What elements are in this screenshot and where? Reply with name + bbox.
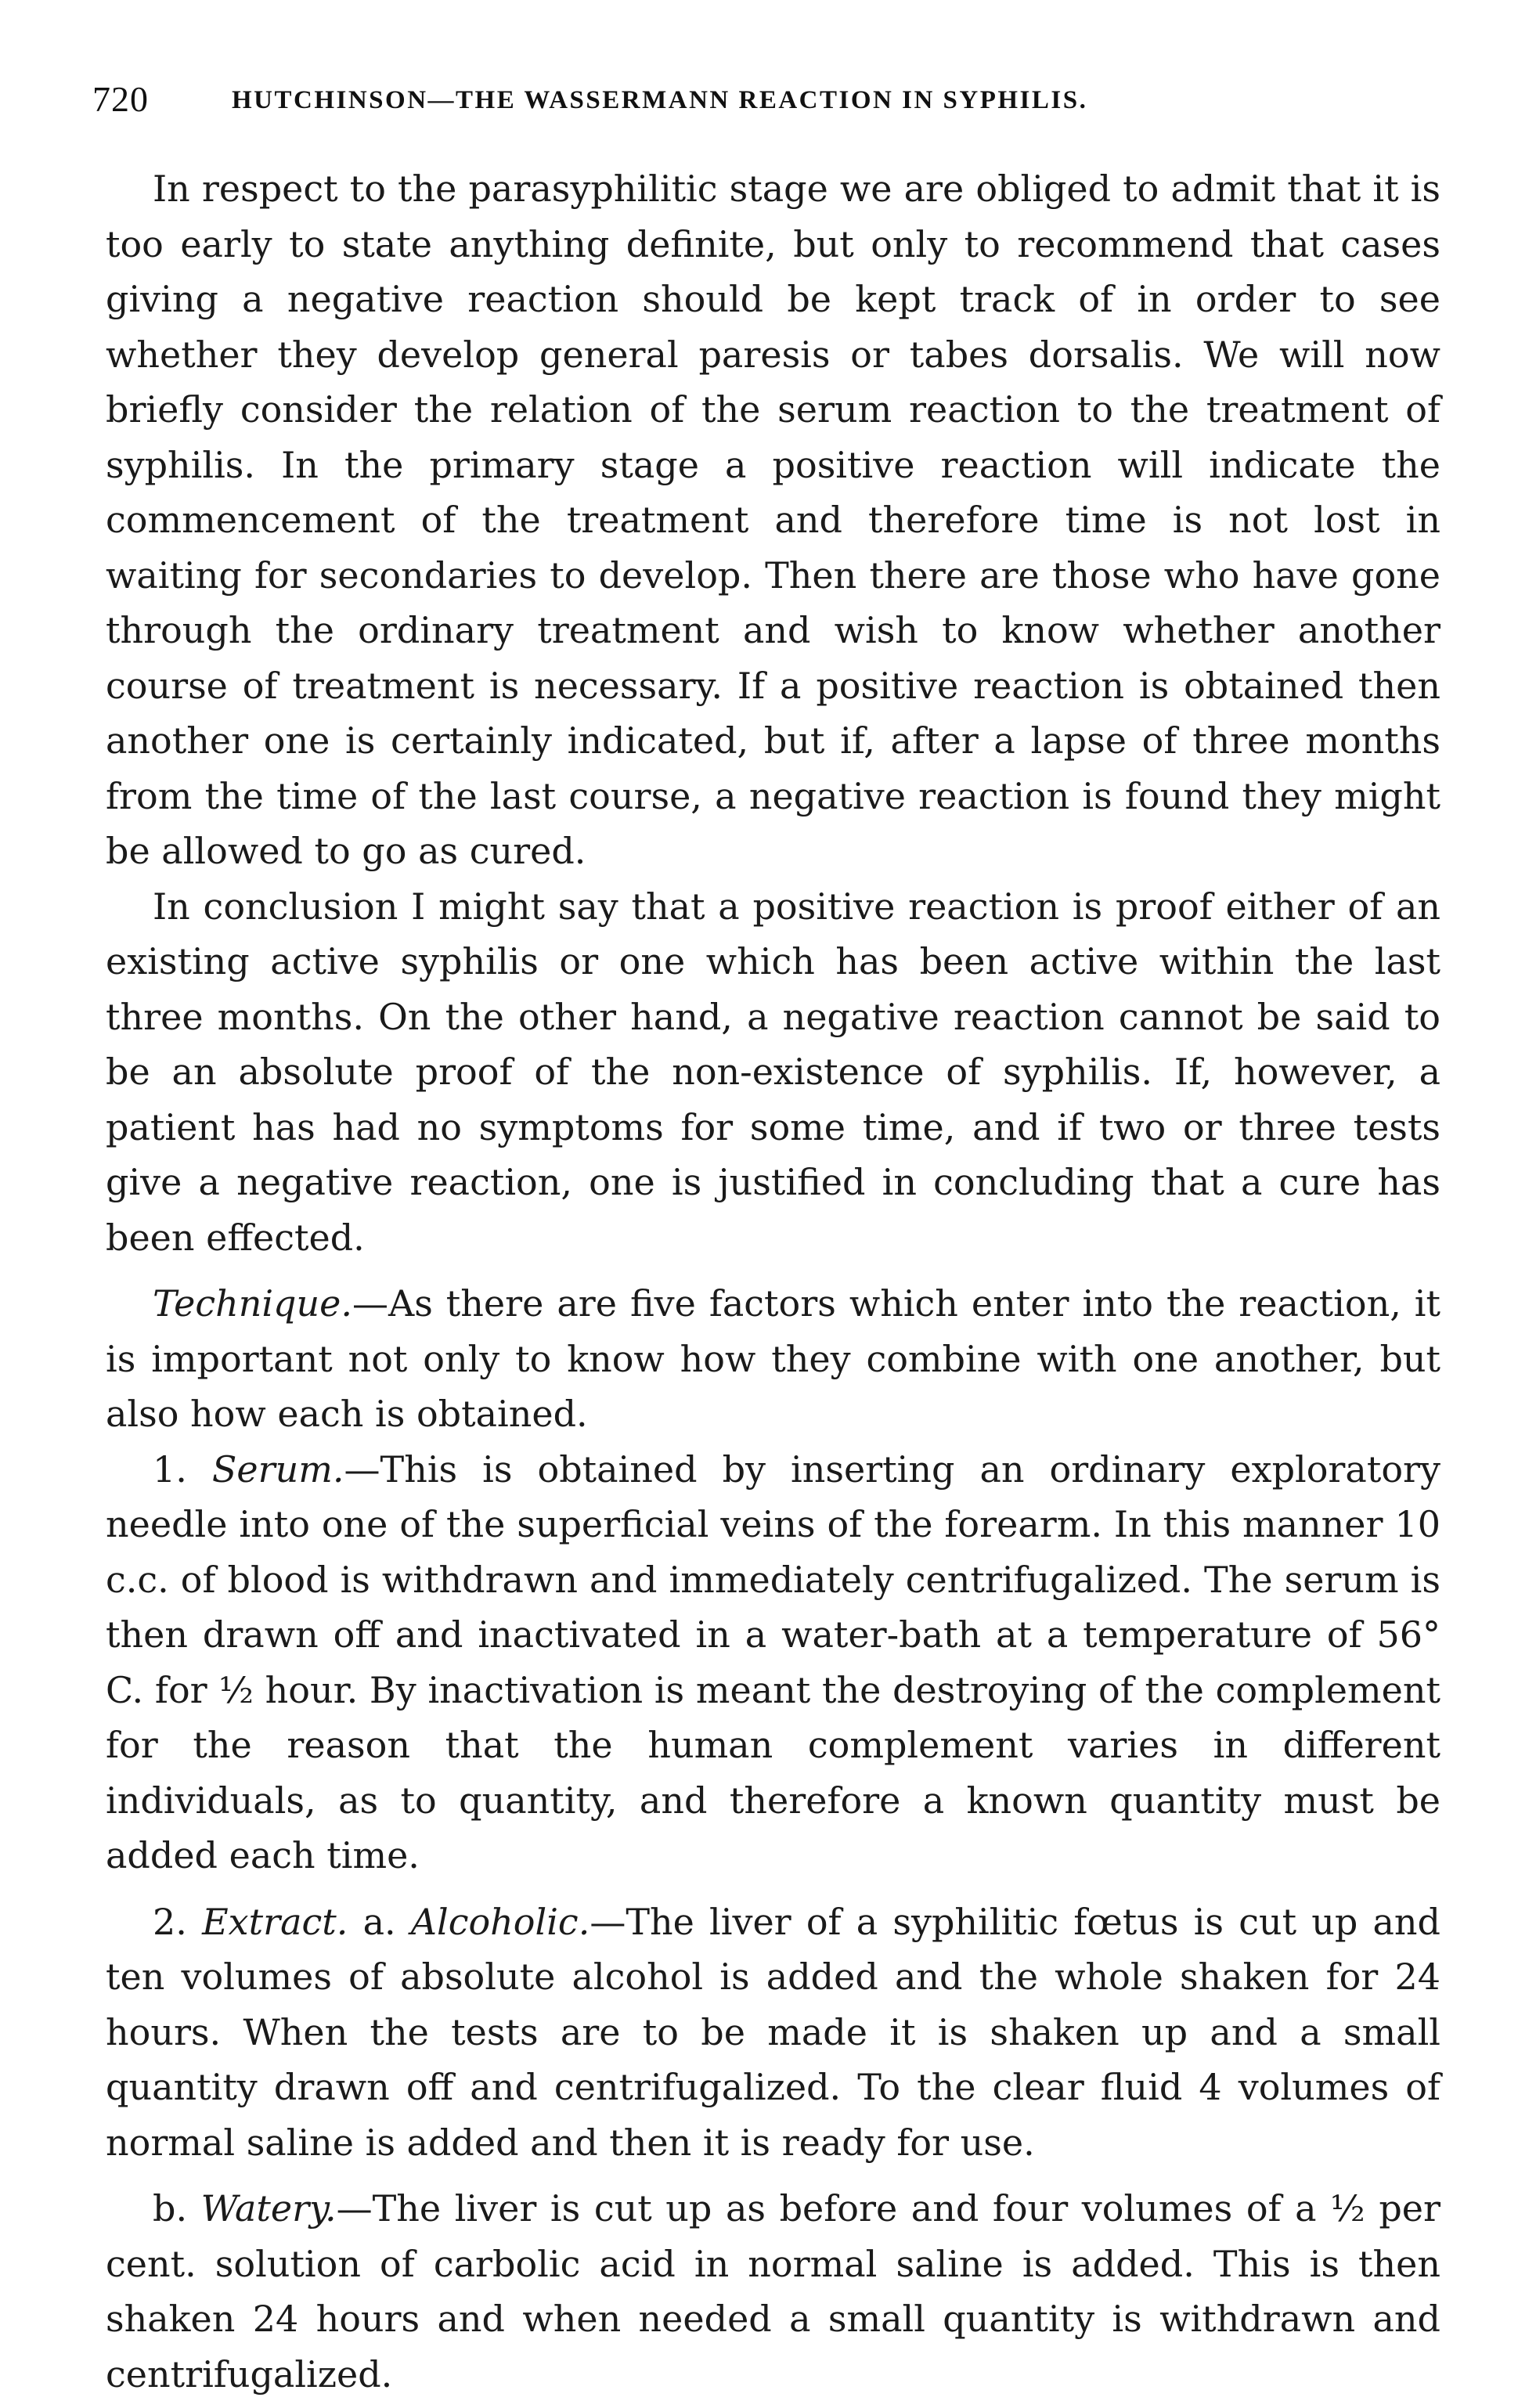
paragraph-serum [106,1442,1440,1884]
item-number: 2. [153,1900,187,1943]
paragraph-technique [106,1276,1440,1442]
page-number: 720 [92,79,149,119]
run-in-subheading: Alcoholic. [410,1900,590,1943]
paragraph-parasyphilitic [106,161,1440,879]
paragraph-text: —As there are five factors which enter into the reaction, it is important not only to know how they combine with one another, but also how each is obtained. [106,1282,1440,1435]
run-in-heading: Watery. [200,2187,337,2230]
paragraph-text: In conclusion I might say that a positive reaction is proof either of an existing active syphilis or one which has been active within the last three months. On the other hand, a negative reaction cannot be said to be an absolute proof of the non-existence of syphilis. If, however, a patient has had no symptoms for some time, and if two or three tests give a negative reaction, one is justified in concluding that a cure has been effected. [106,885,1440,1259]
paragraph-text: —This is obtained by inserting an ordinary exploratory needle into one of the superficial veins of the forearm. In this manner 10 c.c. of blood is withdrawn and immediately centrifugalized. The serum is then drawn off and inactivated in a water-bath at a temperature of 56° C. for ½ hour. By inactivation is meant the destroying of the complement for the reason that the human complement varies in different individuals, as to quantity, and therefore a known quantity must be added each time. [106,1447,1441,1876]
paragraph-text: —The liver of a syphilitic fœtus is cut up and ten volumes of absolute alcohol is added and the whole shaken for 24 hours. When the tests are to be made it is shaken up and a small quantity drawn off and centrifugalized. To the clear fluid 4 volumes of normal saline is added and then it is ready for use. [106,1900,1441,2164]
running-head [92,78,1455,125]
sub-item-number: a. [362,1900,396,1943]
item-number: 1. [153,1447,187,1491]
run-in-heading: Serum. [211,1447,344,1491]
paragraph-conclusion [106,879,1440,1266]
run-in-heading: Extract. [202,1900,348,1943]
running-title: HUTCHINSON—THE WASSERMANN REACTION IN SYPHILIS. [232,86,1088,114]
paragraph-text: —The liver is cut up as before and four volumes of a ½ per cent. solution of carbolic acid in normal saline is added. This is then shaken 24 hours and when needed a small quantity is withdrawn and centrifugalized. [106,2187,1440,2395]
paragraph-extract-alcoholic [106,1894,1440,2171]
paragraph-extract-watery [106,2181,1440,2402]
body-text [106,161,1440,2402]
run-in-heading: Technique. [153,1282,352,1325]
item-number: b. [153,2187,188,2230]
paragraph-text: In respect to the parasyphilitic stage we are obliged to admit that it is too early to state anything definite, but only to recommend that cases giving a negative reaction should be kept track of in order to see whether they develop general paresis or tabes dorsalis. We will now briefly consider the relation of the serum reaction to the treatment of syphilis. In the primary stage a positive reaction will indicate the commencement of the treatment and therefore time is not lost in waiting for secondaries to develop. Then there are those who have gone through the ordinary treatment and wish to know whether another course of treatment is necessary. If a positive reaction is obtained then another one is certainly indicated, but if, after a lapse of three months from the time of the last course, a negative reaction is found they might be allowed to go as cured. [106,168,1440,872]
